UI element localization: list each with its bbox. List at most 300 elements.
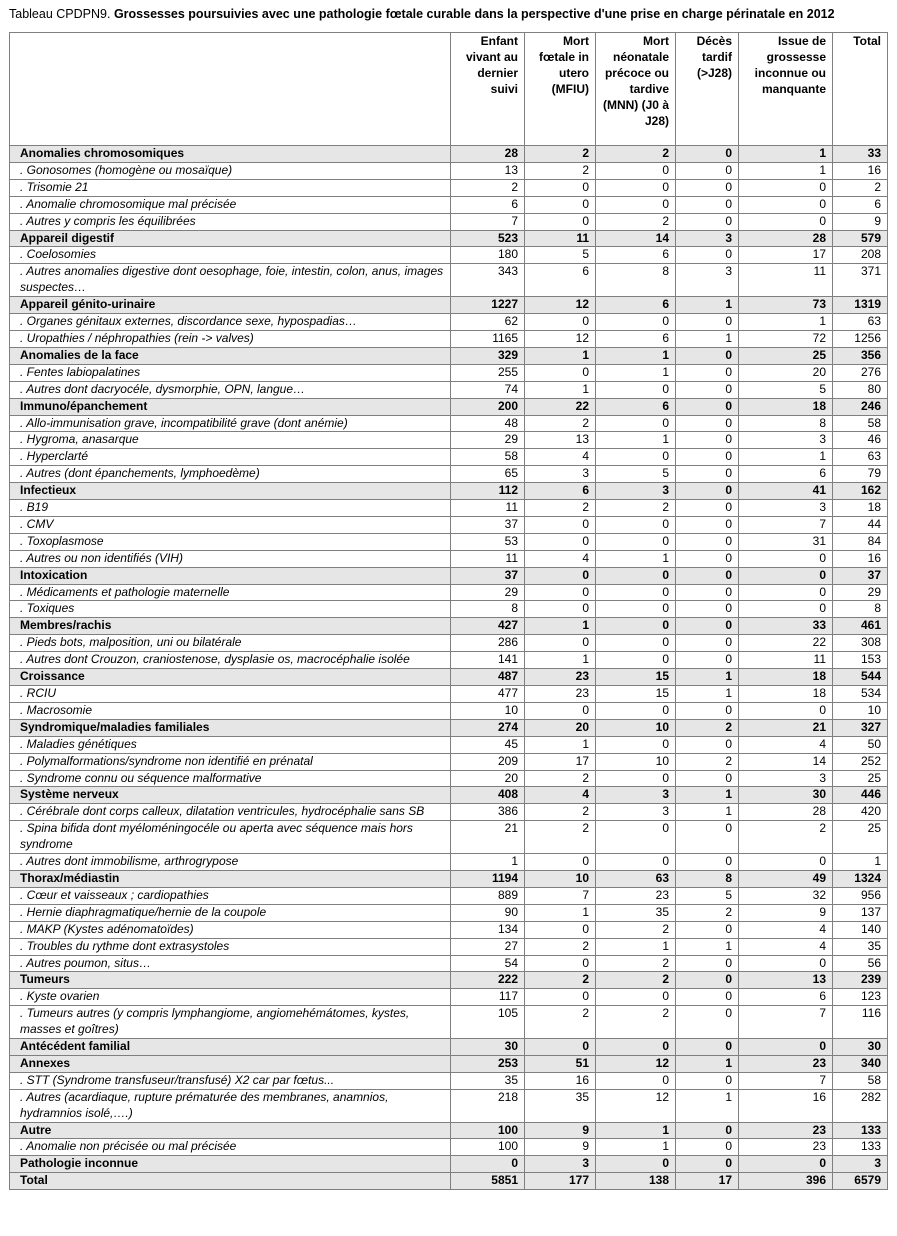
value-cell: 396 [739,1173,833,1190]
value-cell: 0 [676,618,739,635]
value-cell: 0 [596,1072,676,1089]
value-cell: 2 [596,955,676,972]
value-cell: 1 [739,162,833,179]
value-cell: 3 [739,770,833,787]
value-cell: 63 [833,449,888,466]
row-label: . Spina bifida dont myéloméningocéle ou aperta avec séquence mais hors syndrome [10,821,451,854]
value-cell: 2 [676,753,739,770]
row-label: . RCIU [10,686,451,703]
value-cell: 1 [739,146,833,163]
value-cell: 56 [833,955,888,972]
value-cell: 2 [451,179,525,196]
value-cell: 0 [676,652,739,669]
value-cell: 408 [451,787,525,804]
value-cell: 30 [739,787,833,804]
value-cell: 246 [833,398,888,415]
value-cell: 0 [676,347,739,364]
value-cell: 0 [525,635,596,652]
row-label: Annexes [10,1055,451,1072]
row-label: Intoxication [10,567,451,584]
value-cell: 23 [525,669,596,686]
row-label: . Kyste ovarien [10,989,451,1006]
value-cell: 252 [833,753,888,770]
value-cell: 5851 [451,1173,525,1190]
value-cell: 0 [676,1139,739,1156]
value-cell: 80 [833,381,888,398]
value-cell: 0 [676,398,739,415]
table-row [10,550,888,567]
value-cell: 0 [676,989,739,1006]
value-cell: 0 [451,1156,525,1173]
value-cell: 9 [833,213,888,230]
value-cell: 0 [676,516,739,533]
category-row [10,398,888,415]
value-cell: 1 [676,804,739,821]
row-label: . Cœur et vaisseaux ; cardiopathies [10,887,451,904]
category-row [10,719,888,736]
value-cell: 0 [676,567,739,584]
value-cell: 8 [676,870,739,887]
row-label: . Pieds bots, malposition, uni ou bilatérale [10,635,451,652]
value-cell: 7 [739,516,833,533]
value-cell: 23 [739,1139,833,1156]
value-cell: 140 [833,921,888,938]
value-cell: 0 [739,179,833,196]
value-cell: 534 [833,686,888,703]
value-cell: 1 [525,347,596,364]
value-cell: 84 [833,533,888,550]
table-caption [9,6,889,23]
value-cell: 22 [739,635,833,652]
row-label: . Toxoplasmose [10,533,451,550]
value-cell: 105 [451,1006,525,1039]
category-row [10,230,888,247]
table-row [10,247,888,264]
value-cell: 12 [525,330,596,347]
value-cell: 3 [596,804,676,821]
value-cell: 0 [596,567,676,584]
value-cell: 4 [525,787,596,804]
value-cell: 208 [833,247,888,264]
row-label: Immuno/épanchement [10,398,451,415]
value-cell: 20 [451,770,525,787]
value-cell: 33 [833,146,888,163]
row-label: . Autres poumon, situs… [10,955,451,972]
row-label: . Fentes labiopalatines [10,364,451,381]
value-cell: 138 [596,1173,676,1190]
row-label: . Anomalie non précisée ou mal précisée [10,1139,451,1156]
value-cell: 0 [596,1156,676,1173]
table-row [10,500,888,517]
value-cell: 6 [739,989,833,1006]
table-row [10,652,888,669]
value-cell: 0 [596,770,676,787]
row-label: . Autres (dont épanchements, lymphoedème) [10,466,451,483]
value-cell: 0 [525,989,596,1006]
value-cell: 1194 [451,870,525,887]
caption-title: Grossesses poursuivies avec une pathologie fœtale curable dans la perspective d'une prise en charge périnatale en 2012 [113,7,835,21]
value-cell: 117 [451,989,525,1006]
value-cell: 4 [739,736,833,753]
value-cell: 37 [833,567,888,584]
value-cell: 1 [676,1055,739,1072]
value-cell: 0 [596,652,676,669]
value-cell: 22 [525,398,596,415]
value-cell: 3 [739,500,833,517]
value-cell: 28 [451,146,525,163]
value-cell: 50 [833,736,888,753]
value-cell: 0 [676,196,739,213]
value-cell: 2 [596,972,676,989]
table-row [10,584,888,601]
row-label: . Autres dont Crouzon, craniostenose, dysplasie os, macrocéphalie isolée [10,652,451,669]
value-cell: 286 [451,635,525,652]
value-cell: 10 [525,870,596,887]
value-cell: 6 [596,247,676,264]
value-cell: 30 [833,1039,888,1056]
value-cell: 0 [676,1039,739,1056]
value-cell: 133 [833,1139,888,1156]
table-row [10,702,888,719]
value-cell: 0 [676,1122,739,1139]
value-cell: 21 [739,719,833,736]
value-cell: 2 [525,821,596,854]
value-cell: 0 [596,635,676,652]
value-cell: 0 [739,1039,833,1056]
value-cell: 446 [833,787,888,804]
value-cell: 0 [525,196,596,213]
value-cell: 29 [833,584,888,601]
value-cell: 13 [739,972,833,989]
value-cell: 0 [676,702,739,719]
value-cell: 17 [676,1173,739,1190]
value-cell: 4 [525,449,596,466]
value-cell: 14 [596,230,676,247]
row-label: Syndromique/maladies familiales [10,719,451,736]
value-cell: 0 [676,466,739,483]
value-cell: 8 [739,415,833,432]
value-cell: 0 [676,162,739,179]
value-cell: 1 [525,904,596,921]
value-cell: 18 [739,398,833,415]
value-cell: 1319 [833,297,888,314]
value-cell: 2 [596,213,676,230]
value-cell: 6 [525,264,596,297]
category-row [10,146,888,163]
value-cell: 0 [525,179,596,196]
table-row [10,449,888,466]
value-cell: 27 [451,938,525,955]
value-cell: 2 [676,719,739,736]
row-label: . MAKP (Kystes adénomatoïdes) [10,921,451,938]
value-cell: 1 [525,652,596,669]
value-cell: 461 [833,618,888,635]
value-cell: 2 [525,415,596,432]
value-cell: 23 [525,686,596,703]
value-cell: 2 [525,804,596,821]
value-cell: 30 [451,1039,525,1056]
table-row [10,821,888,854]
value-cell: 58 [833,1072,888,1089]
value-cell: 2 [525,972,596,989]
value-cell: 162 [833,483,888,500]
value-cell: 90 [451,904,525,921]
value-cell: 44 [833,516,888,533]
value-cell: 209 [451,753,525,770]
row-label: Thorax/médiastin [10,870,451,887]
category-row [10,870,888,887]
row-label: Anomalies de la face [10,347,451,364]
value-cell: 0 [525,213,596,230]
category-row [10,297,888,314]
value-cell: 0 [525,702,596,719]
value-cell: 31 [739,533,833,550]
value-cell: 5 [525,247,596,264]
value-cell: 35 [525,1089,596,1122]
table-row [10,887,888,904]
value-cell: 62 [451,314,525,331]
row-label: . B19 [10,500,451,517]
value-cell: 0 [676,213,739,230]
value-cell: 10 [596,719,676,736]
value-cell: 8 [596,264,676,297]
row-label: . Anomalie chromosomique mal précisée [10,196,451,213]
value-cell: 1 [676,297,739,314]
value-cell: 16 [739,1089,833,1122]
value-cell: 7 [451,213,525,230]
value-cell: 0 [596,989,676,1006]
value-cell: 0 [739,567,833,584]
header-cell-6: Total [833,33,888,146]
total-row [10,1173,888,1190]
value-cell: 153 [833,652,888,669]
value-cell: 371 [833,264,888,297]
row-label: . Tumeurs autres (y compris lymphangiome, angiomehémátomes, kystes, masses et goîtres) [10,1006,451,1039]
value-cell: 0 [676,736,739,753]
table-row [10,1006,888,1039]
value-cell: 133 [833,1122,888,1139]
value-cell: 0 [739,702,833,719]
value-cell: 58 [833,415,888,432]
row-label: Autre [10,1122,451,1139]
row-label: . Organes génitaux externes, discordance sexe, hypospadias… [10,314,451,331]
value-cell: 579 [833,230,888,247]
value-cell: 58 [451,449,525,466]
value-cell: 0 [596,381,676,398]
value-cell: 356 [833,347,888,364]
value-cell: 18 [833,500,888,517]
value-cell: 200 [451,398,525,415]
value-cell: 17 [525,753,596,770]
table-row [10,955,888,972]
value-cell: 8 [833,601,888,618]
value-cell: 0 [596,449,676,466]
value-cell: 253 [451,1055,525,1072]
value-cell: 15 [596,686,676,703]
row-label: Appareil digestif [10,230,451,247]
table-row [10,314,888,331]
value-cell: 343 [451,264,525,297]
value-cell: 112 [451,483,525,500]
value-cell: 0 [676,601,739,618]
value-cell: 0 [676,955,739,972]
table-row [10,753,888,770]
value-cell: 1 [596,432,676,449]
value-cell: 0 [525,1039,596,1056]
value-cell: 1 [596,364,676,381]
value-cell: 523 [451,230,525,247]
row-label: . Autres (acardiaque, rupture prématurée des membranes, anamnios, hydramnios isolé,….) [10,1089,451,1122]
category-row [10,567,888,584]
value-cell: 33 [739,618,833,635]
value-cell: 1256 [833,330,888,347]
value-cell: 177 [525,1173,596,1190]
value-cell: 0 [596,601,676,618]
value-cell: 0 [596,533,676,550]
value-cell: 0 [596,415,676,432]
value-cell: 477 [451,686,525,703]
row-label: . Autres anomalies digestive dont oesophage, foie, intestin, colon, anus, images suspectes… [10,264,451,297]
header-row [10,33,888,146]
value-cell: 11 [525,230,596,247]
table-row [10,179,888,196]
value-cell: 239 [833,972,888,989]
value-cell: 65 [451,466,525,483]
table-row [10,264,888,297]
value-cell: 2 [676,904,739,921]
value-cell: 100 [451,1122,525,1139]
row-label: . Cérébrale dont corps calleux, dilatation ventricules, hydrocéphalie sans SB [10,804,451,821]
value-cell: 12 [525,297,596,314]
row-label: . Polymalformations/syndrome non identifié en prénatal [10,753,451,770]
value-cell: 2 [596,1006,676,1039]
value-cell: 420 [833,804,888,821]
value-cell: 8 [451,601,525,618]
value-cell: 0 [676,415,739,432]
value-cell: 11 [451,550,525,567]
value-cell: 137 [833,904,888,921]
row-label: . STT (Syndrome transfuseur/transfusé) X2 car par fœtus... [10,1072,451,1089]
table-row [10,989,888,1006]
value-cell: 14 [739,753,833,770]
value-cell: 0 [596,618,676,635]
value-cell: 6 [451,196,525,213]
value-cell: 5 [596,466,676,483]
value-cell: 9 [525,1122,596,1139]
value-cell: 1 [739,314,833,331]
value-cell: 0 [676,381,739,398]
row-label: . Macrosomie [10,702,451,719]
value-cell: 12 [596,1055,676,1072]
value-cell: 487 [451,669,525,686]
value-cell: 6 [596,297,676,314]
value-cell: 0 [596,314,676,331]
value-cell: 18 [739,686,833,703]
table-row [10,938,888,955]
value-cell: 54 [451,955,525,972]
row-label: . Autres dont dacryocéle, dysmorphie, OPN, langue… [10,381,451,398]
value-cell: 282 [833,1089,888,1122]
value-cell: 10 [596,753,676,770]
table-row [10,162,888,179]
value-cell: 3 [676,264,739,297]
table-row [10,804,888,821]
value-cell: 0 [525,921,596,938]
value-cell: 74 [451,381,525,398]
value-cell: 100 [451,1139,525,1156]
value-cell: 2 [596,146,676,163]
value-cell: 0 [596,162,676,179]
value-cell: 2 [525,500,596,517]
value-cell: 49 [739,870,833,887]
table-row [10,921,888,938]
value-cell: 32 [739,887,833,904]
value-cell: 0 [676,533,739,550]
value-cell: 0 [676,550,739,567]
row-label: . Troubles du rythme dont extrasystoles [10,938,451,955]
header-cell-3: Mort néonatale précoce ou tardive (MNN) (J0 à J28) [596,33,676,146]
row-label: . Autres ou non identifiés (VIH) [10,550,451,567]
row-label: Tumeurs [10,972,451,989]
row-label: . Uropathies / néphropathies (rein -> valves) [10,330,451,347]
category-row [10,669,888,686]
header-cell-1: Enfant vivant au dernier suivi [451,33,525,146]
value-cell: 0 [676,432,739,449]
value-cell: 0 [739,955,833,972]
value-cell: 6579 [833,1173,888,1190]
value-cell: 956 [833,887,888,904]
value-cell: 2 [525,938,596,955]
value-cell: 15 [596,669,676,686]
value-cell: 2 [833,179,888,196]
value-cell: 0 [676,854,739,871]
value-cell: 48 [451,415,525,432]
value-cell: 1227 [451,297,525,314]
value-cell: 37 [451,516,525,533]
value-cell: 0 [676,247,739,264]
value-cell: 13 [451,162,525,179]
value-cell: 7 [739,1072,833,1089]
row-label: Appareil génito-urinaire [10,297,451,314]
value-cell: 3 [525,466,596,483]
table-row [10,196,888,213]
value-cell: 340 [833,1055,888,1072]
row-label: Système nerveux [10,787,451,804]
value-cell: 0 [525,533,596,550]
value-cell: 7 [525,887,596,904]
table-row [10,770,888,787]
value-cell: 53 [451,533,525,550]
value-cell: 308 [833,635,888,652]
value-cell: 18 [739,669,833,686]
value-cell: 16 [833,162,888,179]
value-cell: 1 [596,550,676,567]
row-label: . Gonosomes (homogène ou mosaïque) [10,162,451,179]
value-cell: 9 [739,904,833,921]
value-cell: 1 [676,330,739,347]
value-cell: 0 [739,196,833,213]
value-cell: 5 [676,887,739,904]
value-cell: 5 [739,381,833,398]
category-row [10,483,888,500]
value-cell: 21 [451,821,525,854]
value-cell: 255 [451,364,525,381]
value-cell: 20 [739,364,833,381]
table-row [10,736,888,753]
value-cell: 29 [451,432,525,449]
value-cell: 0 [676,635,739,652]
value-cell: 0 [596,854,676,871]
